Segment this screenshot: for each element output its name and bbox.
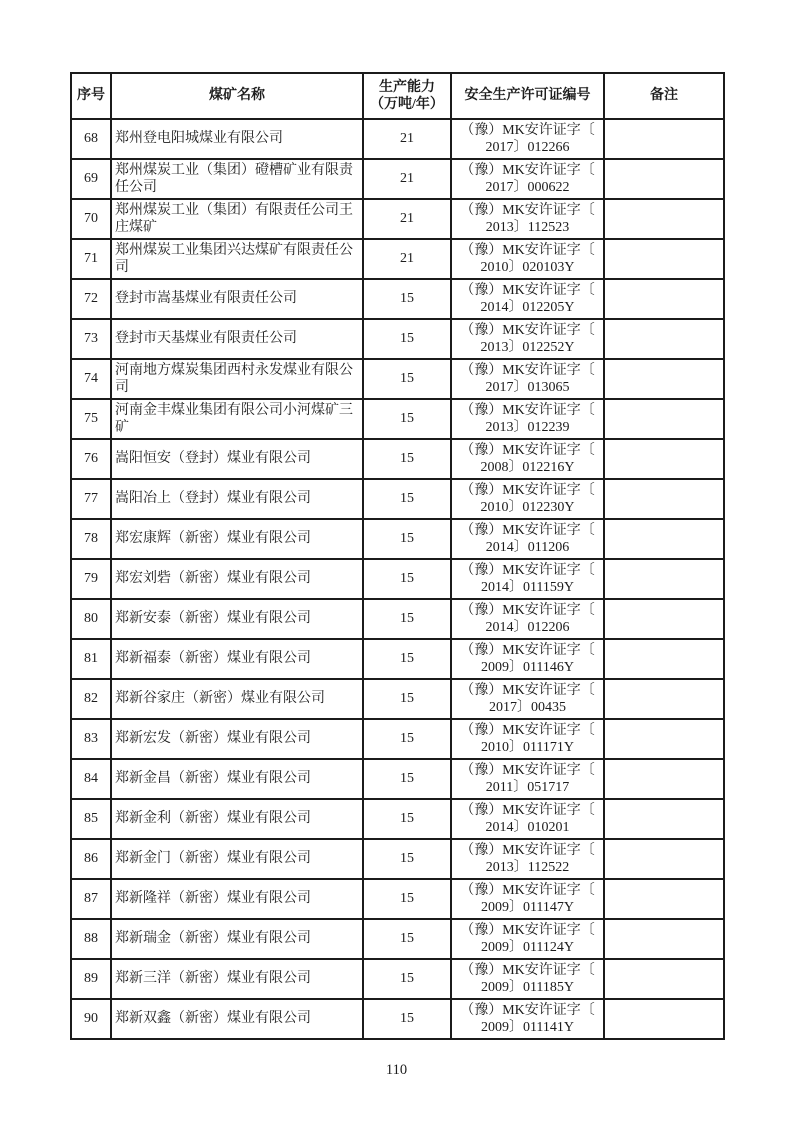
license-number-line: 2014〕011159Y [480, 580, 575, 595]
license-number-line: 2009〕011185Y [480, 980, 575, 995]
cell-serial-number: 87 [71, 879, 111, 919]
license-number-line: 2008〕012216Y [480, 460, 575, 475]
license-prefix-line: （豫）MK安许证字〔 [460, 442, 595, 458]
cell-serial-number: 72 [71, 279, 111, 319]
cell-remark [604, 919, 724, 959]
table-row [71, 719, 724, 759]
cell-safety-license [451, 639, 604, 679]
cell-safety-license [451, 439, 604, 479]
table-row [71, 999, 724, 1039]
license-number-line: 2017〕00435 [489, 700, 566, 715]
cell-mine-name: 登封市嵩基煤业有限责任公司 [111, 279, 363, 319]
license-number-line: 2013〕112522 [485, 860, 570, 875]
cell-remark [604, 719, 724, 759]
cell-remark [604, 319, 724, 359]
cell-safety-license [451, 279, 604, 319]
header-col-license: 安全生产许可证编号 [451, 73, 604, 119]
license-number-line: 2017〕000622 [485, 180, 570, 195]
cell-remark [604, 959, 724, 999]
cell-production-capacity: 15 [363, 559, 451, 599]
cell-remark [604, 519, 724, 559]
table-row [71, 799, 724, 839]
cell-remark [604, 599, 724, 639]
cell-production-capacity: 15 [363, 959, 451, 999]
cell-production-capacity: 21 [363, 119, 451, 159]
cell-mine-name: 登封市天基煤业有限责任公司 [111, 319, 363, 359]
cell-mine-name: 郑新宏发（新密）煤业有限公司 [111, 719, 363, 759]
table-row [71, 519, 724, 559]
cell-remark [604, 879, 724, 919]
cell-mine-name: 郑新金昌（新密）煤业有限公司 [111, 759, 363, 799]
cell-mine-name: 郑新三洋（新密）煤业有限公司 [111, 959, 363, 999]
cell-serial-number: 82 [71, 679, 111, 719]
table-row [71, 399, 724, 439]
license-prefix-line: （豫）MK安许证字〔 [460, 202, 595, 218]
license-prefix-line: （豫）MK安许证字〔 [460, 122, 595, 138]
cell-production-capacity: 15 [363, 319, 451, 359]
cell-safety-license [451, 359, 604, 399]
cell-mine-name: 河南金丰煤业集团有限公司小河煤矿三矿 [111, 399, 363, 439]
cell-production-capacity: 15 [363, 639, 451, 679]
cell-safety-license [451, 319, 604, 359]
table-row [71, 159, 724, 199]
cell-remark [604, 199, 724, 239]
license-number-line: 2013〕012239 [485, 420, 570, 435]
license-number-line: 2014〕011206 [485, 540, 570, 555]
cell-serial-number: 77 [71, 479, 111, 519]
cell-safety-license [451, 799, 604, 839]
table-row [71, 759, 724, 799]
license-number-line: 2009〕011141Y [480, 1020, 575, 1035]
license-prefix-line: （豫）MK安许证字〔 [460, 1002, 595, 1018]
license-number-line: 2009〕011146Y [480, 660, 575, 675]
cell-mine-name: 郑新金门（新密）煤业有限公司 [111, 839, 363, 879]
cell-mine-name: 郑州煤炭工业（集团）有限责任公司王庄煤矿 [111, 199, 363, 239]
license-number-line: 2017〕012266 [485, 140, 570, 155]
cell-serial-number: 70 [71, 199, 111, 239]
cell-mine-name: 郑新金利（新密）煤业有限公司 [111, 799, 363, 839]
cell-production-capacity: 15 [363, 679, 451, 719]
cell-production-capacity: 15 [363, 799, 451, 839]
license-prefix-line: （豫）MK安许证字〔 [460, 282, 595, 298]
license-number-line: 2014〕010201 [485, 820, 570, 835]
cell-mine-name: 嵩阳冶上（登封）煤业有限公司 [111, 479, 363, 519]
table-header [71, 73, 724, 119]
cell-mine-name: 嵩阳恒安（登封）煤业有限公司 [111, 439, 363, 479]
license-prefix-line: （豫）MK安许证字〔 [460, 722, 595, 738]
table-row [71, 599, 724, 639]
license-prefix-line: （豫）MK安许证字〔 [460, 162, 595, 178]
cell-serial-number: 69 [71, 159, 111, 199]
license-number-line: 2013〕112523 [485, 220, 570, 235]
license-number-line: 2014〕012205Y [480, 300, 575, 315]
license-number-line: 2010〕020103Y [480, 260, 575, 275]
license-prefix-line: （豫）MK安许证字〔 [460, 962, 595, 978]
cell-remark [604, 119, 724, 159]
cell-remark [604, 479, 724, 519]
license-prefix-line: （豫）MK安许证字〔 [460, 642, 595, 658]
cell-safety-license [451, 519, 604, 559]
cell-remark [604, 679, 724, 719]
table-row [71, 239, 724, 279]
cell-remark [604, 439, 724, 479]
license-number-line: 2010〕012230Y [480, 500, 575, 515]
cell-remark [604, 359, 724, 399]
cell-remark [604, 759, 724, 799]
cell-serial-number: 75 [71, 399, 111, 439]
table-row [71, 359, 724, 399]
cell-remark [604, 799, 724, 839]
cell-serial-number: 78 [71, 519, 111, 559]
table-row [71, 199, 724, 239]
table-row [71, 839, 724, 879]
cell-safety-license [451, 679, 604, 719]
cell-production-capacity: 21 [363, 239, 451, 279]
cell-production-capacity: 21 [363, 159, 451, 199]
cell-remark [604, 279, 724, 319]
license-number-line: 2011〕051717 [485, 780, 570, 795]
header-capacity-line2: （万吨/年） [370, 97, 444, 112]
cell-safety-license [451, 759, 604, 799]
cell-production-capacity: 15 [363, 839, 451, 879]
header-capacity-line1: 生产能力 [379, 79, 435, 95]
table-row [71, 679, 724, 719]
license-prefix-line: （豫）MK安许证字〔 [460, 602, 595, 618]
cell-production-capacity: 15 [363, 399, 451, 439]
cell-mine-name: 郑新福泰（新密）煤业有限公司 [111, 639, 363, 679]
license-number-line: 2017〕013065 [485, 380, 570, 395]
cell-mine-name: 郑新双鑫（新密）煤业有限公司 [111, 999, 363, 1039]
coal-mine-table [70, 72, 725, 1040]
license-prefix-line: （豫）MK安许证字〔 [460, 362, 595, 378]
cell-safety-license [451, 959, 604, 999]
cell-safety-license [451, 199, 604, 239]
license-prefix-line: （豫）MK安许证字〔 [460, 322, 595, 338]
cell-remark [604, 159, 724, 199]
cell-serial-number: 80 [71, 599, 111, 639]
cell-remark [604, 999, 724, 1039]
cell-serial-number: 81 [71, 639, 111, 679]
cell-safety-license [451, 879, 604, 919]
header-col-remark: 备注 [604, 73, 724, 119]
cell-mine-name: 郑新谷家庄（新密）煤业有限公司 [111, 679, 363, 719]
cell-production-capacity: 15 [363, 479, 451, 519]
cell-serial-number: 84 [71, 759, 111, 799]
table-row [71, 319, 724, 359]
cell-production-capacity: 21 [363, 199, 451, 239]
cell-serial-number: 74 [71, 359, 111, 399]
license-prefix-line: （豫）MK安许证字〔 [460, 922, 595, 938]
license-prefix-line: （豫）MK安许证字〔 [460, 762, 595, 778]
cell-serial-number: 85 [71, 799, 111, 839]
cell-production-capacity: 15 [363, 439, 451, 479]
license-prefix-line: （豫）MK安许证字〔 [460, 802, 595, 818]
cell-safety-license [451, 479, 604, 519]
cell-safety-license [451, 119, 604, 159]
cell-remark [604, 239, 724, 279]
cell-safety-license [451, 599, 604, 639]
cell-production-capacity: 15 [363, 919, 451, 959]
cell-serial-number: 88 [71, 919, 111, 959]
license-number-line: 2009〕011124Y [480, 940, 575, 955]
cell-safety-license [451, 399, 604, 439]
cell-production-capacity: 15 [363, 879, 451, 919]
header-row [71, 73, 724, 119]
license-prefix-line: （豫）MK安许证字〔 [460, 562, 595, 578]
license-prefix-line: （豫）MK安许证字〔 [460, 682, 595, 698]
cell-mine-name: 郑新安泰（新密）煤业有限公司 [111, 599, 363, 639]
cell-remark [604, 639, 724, 679]
cell-mine-name: 郑州登电阳城煤业有限公司 [111, 119, 363, 159]
cell-serial-number: 79 [71, 559, 111, 599]
cell-mine-name: 郑宏刘砦（新密）煤业有限公司 [111, 559, 363, 599]
cell-production-capacity: 15 [363, 359, 451, 399]
cell-production-capacity: 15 [363, 599, 451, 639]
cell-safety-license [451, 719, 604, 759]
license-prefix-line: （豫）MK安许证字〔 [460, 882, 595, 898]
license-number-line: 2014〕012206 [485, 620, 570, 635]
page-number: 110 [385, 1062, 408, 1078]
cell-mine-name: 郑州煤炭工业集团兴达煤矿有限责任公司 [111, 239, 363, 279]
table-body [71, 119, 724, 1039]
cell-production-capacity: 15 [363, 279, 451, 319]
table-row [71, 279, 724, 319]
license-prefix-line: （豫）MK安许证字〔 [460, 842, 595, 858]
cell-production-capacity: 15 [363, 519, 451, 559]
cell-remark [604, 839, 724, 879]
table-row [71, 559, 724, 599]
table-row [71, 119, 724, 159]
table-row [71, 639, 724, 679]
license-number-line: 2013〕012252Y [480, 340, 575, 355]
table-row [71, 959, 724, 999]
license-prefix-line: （豫）MK安许证字〔 [460, 522, 595, 538]
cell-production-capacity: 15 [363, 719, 451, 759]
license-prefix-line: （豫）MK安许证字〔 [460, 482, 595, 498]
cell-serial-number: 73 [71, 319, 111, 359]
table-row [71, 439, 724, 479]
cell-safety-license [451, 159, 604, 199]
cell-mine-name: 郑宏康辉（新密）煤业有限公司 [111, 519, 363, 559]
license-prefix-line: （豫）MK安许证字〔 [460, 242, 595, 258]
cell-serial-number: 71 [71, 239, 111, 279]
table-row [71, 879, 724, 919]
cell-mine-name: 郑州煤炭工业（集团）磴槽矿业有限责任公司 [111, 159, 363, 199]
cell-remark [604, 559, 724, 599]
cell-production-capacity: 15 [363, 759, 451, 799]
cell-safety-license [451, 839, 604, 879]
table-row [71, 919, 724, 959]
cell-remark [604, 399, 724, 439]
cell-safety-license [451, 239, 604, 279]
cell-safety-license [451, 999, 604, 1039]
cell-safety-license [451, 919, 604, 959]
header-col-no: 序号 [71, 73, 111, 119]
cell-serial-number: 89 [71, 959, 111, 999]
header-col-name: 煤矿名称 [111, 73, 363, 119]
cell-production-capacity: 15 [363, 999, 451, 1039]
cell-safety-license [451, 559, 604, 599]
cell-serial-number: 76 [71, 439, 111, 479]
license-number-line: 2010〕011171Y [480, 740, 575, 755]
license-number-line: 2009〕011147Y [480, 900, 575, 915]
cell-mine-name: 郑新隆祥（新密）煤业有限公司 [111, 879, 363, 919]
cell-mine-name: 河南地方煤炭集团西村永发煤业有限公司 [111, 359, 363, 399]
header-col-capacity [363, 73, 451, 119]
cell-serial-number: 68 [71, 119, 111, 159]
cell-mine-name: 郑新瑞金（新密）煤业有限公司 [111, 919, 363, 959]
table-row [71, 479, 724, 519]
cell-serial-number: 86 [71, 839, 111, 879]
license-prefix-line: （豫）MK安许证字〔 [460, 402, 595, 418]
cell-serial-number: 83 [71, 719, 111, 759]
cell-serial-number: 90 [71, 999, 111, 1039]
